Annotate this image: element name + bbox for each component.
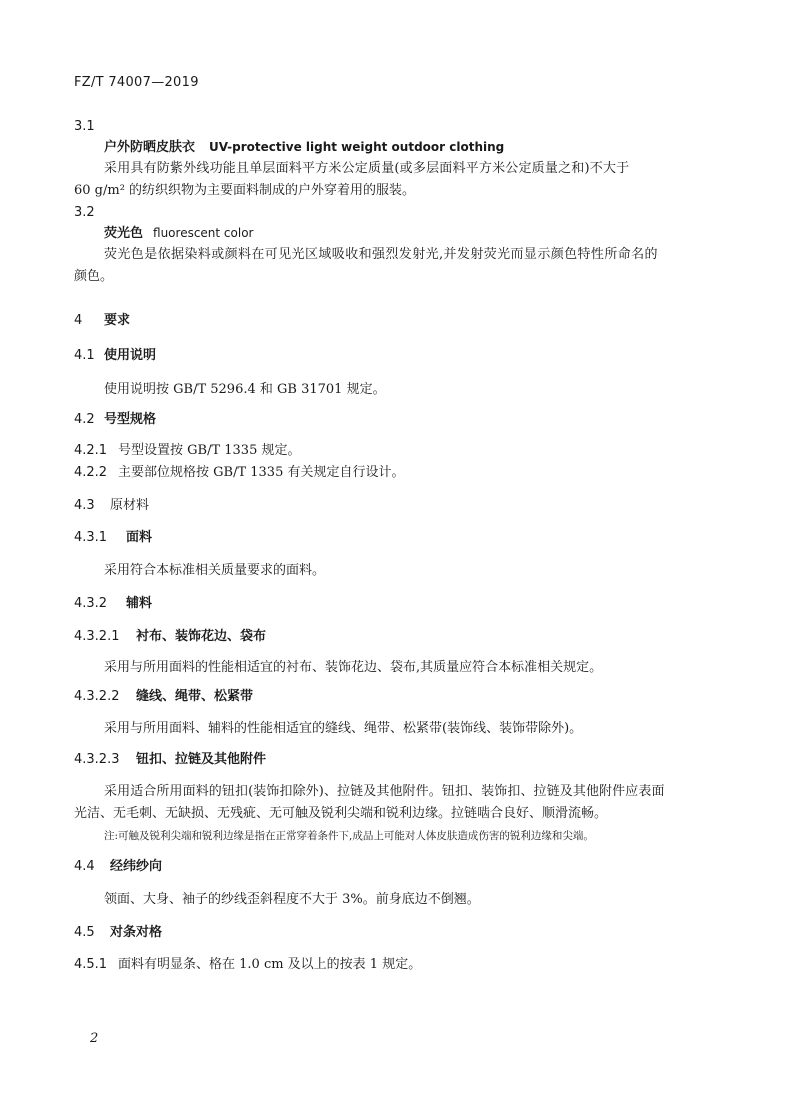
standard-code: FZ/T 74007—2019 — [74, 75, 199, 90]
body-text: 采用符合本标准相关质量要求的面料。 — [104, 563, 326, 578]
body-text: 使用说明按 GB/T 5296.4 和 GB 31701 规定。 — [104, 382, 386, 397]
body-text: 光洁、无毛刺、无缺损、无残疵、无可触及锐利尖端和锐利边缘。拉链啮合良好、顺滑流畅。 — [74, 806, 608, 821]
section-heading: 4.3.2 辅料 — [74, 596, 153, 611]
section-heading: 4.3.2.1 衬布、装饰花边、袋布 — [74, 629, 267, 644]
body-text: 采用与所用面料、辅料的性能相适宜的缝线、绳带、松紧带(装饰线、装饰带除外)。 — [104, 721, 583, 736]
term-en: fluorescent color — [153, 226, 254, 240]
term-heading — [104, 224, 253, 243]
term-zh: 荧光色 — [104, 226, 144, 241]
body-text: 采用适合所用面料的钮扣(装饰扣除外)、拉链及其他附件。钮扣、装饰扣、拉链及其他附件应表面 — [104, 784, 665, 799]
section-heading: 4.4 经纬纱向 — [74, 859, 163, 874]
term-zh: 户外防晒皮肤衣 — [104, 140, 196, 155]
section-heading: 4.3.2.3 钮扣、拉链及其他附件 — [74, 752, 267, 767]
section-heading: 4.3.1 面料 — [74, 530, 153, 545]
term-heading — [104, 138, 504, 157]
body-text: 领面、大身、袖子的纱线歪斜程度不大于 3%。前身底边不倒翘。 — [104, 892, 480, 907]
section-heading: 4.3 原材料 — [74, 498, 150, 513]
clause-item: 4.5.1 面料有明显条、格在 1.0 cm 及以上的按表 1 规定。 — [74, 957, 422, 972]
clause-number: 3.2 — [74, 205, 95, 220]
note-text: 注:可触及锐利尖端和锐利边缘是指在正常穿着条件下,成品上可能对人体皮肤造成伤害的锐利边缘和尖端。 — [104, 830, 594, 842]
definition-line: 颜色。 — [74, 269, 114, 284]
definition-line: 采用具有防紫外线功能且单层面料平方米公定质量(或多层面料平方米公定质量之和)不大于 — [104, 161, 630, 176]
section-heading: 4 要求 — [74, 313, 131, 328]
section-heading: 4.1 使用说明 — [74, 348, 157, 363]
clause-number: 3.1 — [74, 119, 95, 134]
definition-line: 荧光色是依据染料或颜料在可见光区域吸收和强烈发射光,并发射荧光而显示颜色特性所命名的 — [104, 247, 658, 262]
body-text: 采用与所用面料的性能相适宜的衬布、装饰花边、袋布,其质量应符合本标准相关规定。 — [104, 660, 603, 675]
page-number: 2 — [90, 1031, 99, 1046]
clause-item: 4.2.2 主要部位规格按 GB/T 1335 有关规定自行设计。 — [74, 465, 405, 480]
term-en: UV-protective light weight outdoor clothing — [209, 140, 505, 154]
section-heading: 4.5 对条对格 — [74, 925, 163, 940]
definition-line: 60 g/m² 的纺织织物为主要面料制成的户外穿着用的服装。 — [74, 183, 416, 198]
section-heading: 4.3.2.2 缝线、绳带、松紧带 — [74, 689, 254, 704]
clause-item: 4.2.1 号型设置按 GB/T 1335 规定。 — [74, 443, 301, 458]
section-heading: 4.2 号型规格 — [74, 412, 157, 427]
